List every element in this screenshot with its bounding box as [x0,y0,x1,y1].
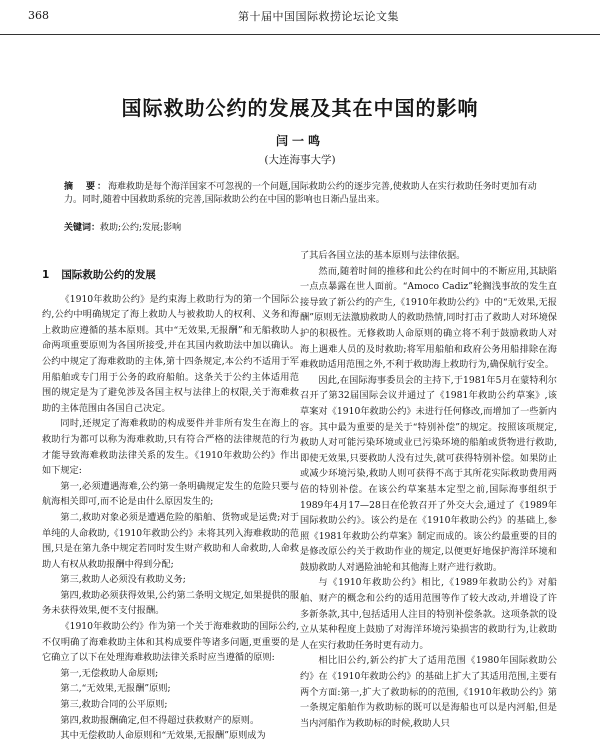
author-affiliation: (大连海事大学) [264,154,336,166]
body-paragraph: 因此,在国际海事委员会的主持下,于1981年5月在蒙特利尔召开了第32届国际会议并通过了《1981年救助公约草案》,该草案对《1910年救助公约》未进行任何修改,而增加了一些新内容。其中最为重要的是关于“特别补偿”的规定。按照该项规定,救助人对可能污染环境或业已污染环境的船舶或货物进行救助,即使无效果,只要救助人没有过失,就可获得特别补偿。如果防止或减少环境污染,救助人则可获得不高于其所花实际救助费用两倍的特别补偿。在该公约草案基本定型之前,国际海事组织于1989年4月17—28日在伦敦召开了外交大会,通过了《1989年国际救助公约》。该公约是在《1910年救助公约》的基础上,参照《1981年救助公约草案》制定而成的。该公约最重要的目的是修改原公约关于救助作业的规定,以便更好地保护海洋环境和鼓励救助人对遇险油轮和其他海上财产进行救助。 [300,374,557,573]
section-number: 1 [42,269,50,281]
abstract-text: 海难救助是每个海洋国家不可忽视的一个问题,国际救助公约的逐步完善,使救助人在实行救助任务时更加有动力。同时,随着中国救助系统的完善,国际救助公约在中国的影响也日渐凸显出来。 [64,182,537,205]
keywords-text: 救助;公约;发展;影响 [100,223,182,233]
list-item: 第三,救助合同的公平原则; [60,699,168,711]
article-author: 闫一鸣 [275,134,324,148]
body-paragraph: 第四,救助必须获得效果,公约第二条明文规定,如果提供的服务未获得效果,便不支付报酬。 [42,589,299,617]
list-item: 第四,救助报酬确定,但不得超过获救财产的原则。 [60,714,260,726]
body-paragraph: 然而,随着时间的推移和此公约在时间中的不断应用,其缺陷一点点暴露在世人面前。“Amoco Cadiz”轮搁浅事故的发生直接导致了新公约的产生,《1910年救助公约》中的“无效果,无报酬”原则无法激励救助人的救助热情,同时打击了救助人对环境保护的积极性。无修救助人命原则的确立将不利于鼓励救助人对海上遇难人员的及时救助;将军用船舶和政府公务用船排除在海难救助适用范围之外,不利于救助海上救助行为,确保航行安全。 [300,265,557,371]
body-paragraph: 同时,还规定了海难救助的构成要件并非所有发生在海上的救助行为都可以称为海难救助,只有符合严格的法律规范的行为才能导致海难救助法律关系的发生。《1910年救助公约》作出如下规定: [42,418,299,477]
list-item: 第一,无偿救助人命原则; [60,667,159,679]
running-title: 第十届中国国际救捞论坛论文集 [238,10,399,23]
body-paragraph: 第一,必须遭遇海难,公约第一条明确规定发生的危险只要与航海相关即可,而不论是由什么原因发生的; [42,480,299,508]
abstract [64,181,552,207]
abstract-label: 摘 要： [64,182,109,192]
article-title: 国际救助公约的发展及其在中国的影响 [121,96,479,120]
body-paragraph: 第三,救助人必须没有救助义务; [60,574,186,586]
section-title: 国际救助公约的发展 [61,269,156,281]
body-paragraph: 其中无偿救助人命原则和“无效果,无报酬”原则成为 [60,730,266,742]
keywords [64,222,552,235]
body-paragraph: 相比旧公约,新公约扩大了适用范围《1980年国际救助公约》在《1910年救助公约》的基础上扩大了其适用范围,主要有两个方面:第一,扩大了救助标的的范围,《1910年救助公约》第一条规定船舶作为救助标的既可以是海船也可以是内河船,但是当内河船作为救助标的时候,救助人只 [300,655,557,729]
body-paragraph: 《1910年救助公约》作为第一个关于海难救助的国际公约,不仅明确了海难救助主体和其构成要件等诸多问题,更重要的是它确立了以下在处理海难救助法律关系时应当遵循的原则: [42,621,299,664]
section-heading [42,268,299,284]
left-column [42,248,299,744]
page-number: 368 [28,9,49,22]
body-paragraph: 第二,救助对象必须是遭遇危险的船舶、货物或是运费;对于单纯的人命救助,《1910年救助公约》未将其列入海难救助的范围,只是在第九条中规定若同时发生财产救助和人命救助,人命救助人有权从救助报酬中得到分配; [42,511,299,570]
keywords-label: 关键词： [64,223,101,233]
body-paragraph: 与《1910年救助公约》相比,《1989年救助公约》对船舶、财产的概念和公约的适用范围等作了较大改动,并增设了许多新条款,其中,包括适用人注目的特别补偿条款。这项条款的设立从某种程度上鼓励了对海洋环境污染损害的救助行为,让救助人在实行救助任务时更有动力。 [300,577,557,651]
page-header [0,0,600,35]
list-item: 第二,“无效果,无报酬”原则; [60,683,171,695]
right-column [300,248,557,731]
body-paragraph: 《1910年救助公约》是约束海上救助行为的第一个国际公约,公约中明确规定了海上救助人与被救助人的权利、义务和海上救助应遵循的基本原则。其中“无效果,无报酬”和无船救助人命两项重要原则为各国所接受,并在其国内救助法中加以确认。公约中规定了海难救助的主体,第十四条规定,本公约不适用于军用船舶或专门用于公务的政府船舶。这条关于公约主体适用范围的规定是为了避免涉及各国主权与法律上的权限,关于海难救助的主体范围由各国自己决定。 [42,293,299,414]
body-paragraph: 了其后各国立法的基本原则与法律依据。 [300,250,466,261]
